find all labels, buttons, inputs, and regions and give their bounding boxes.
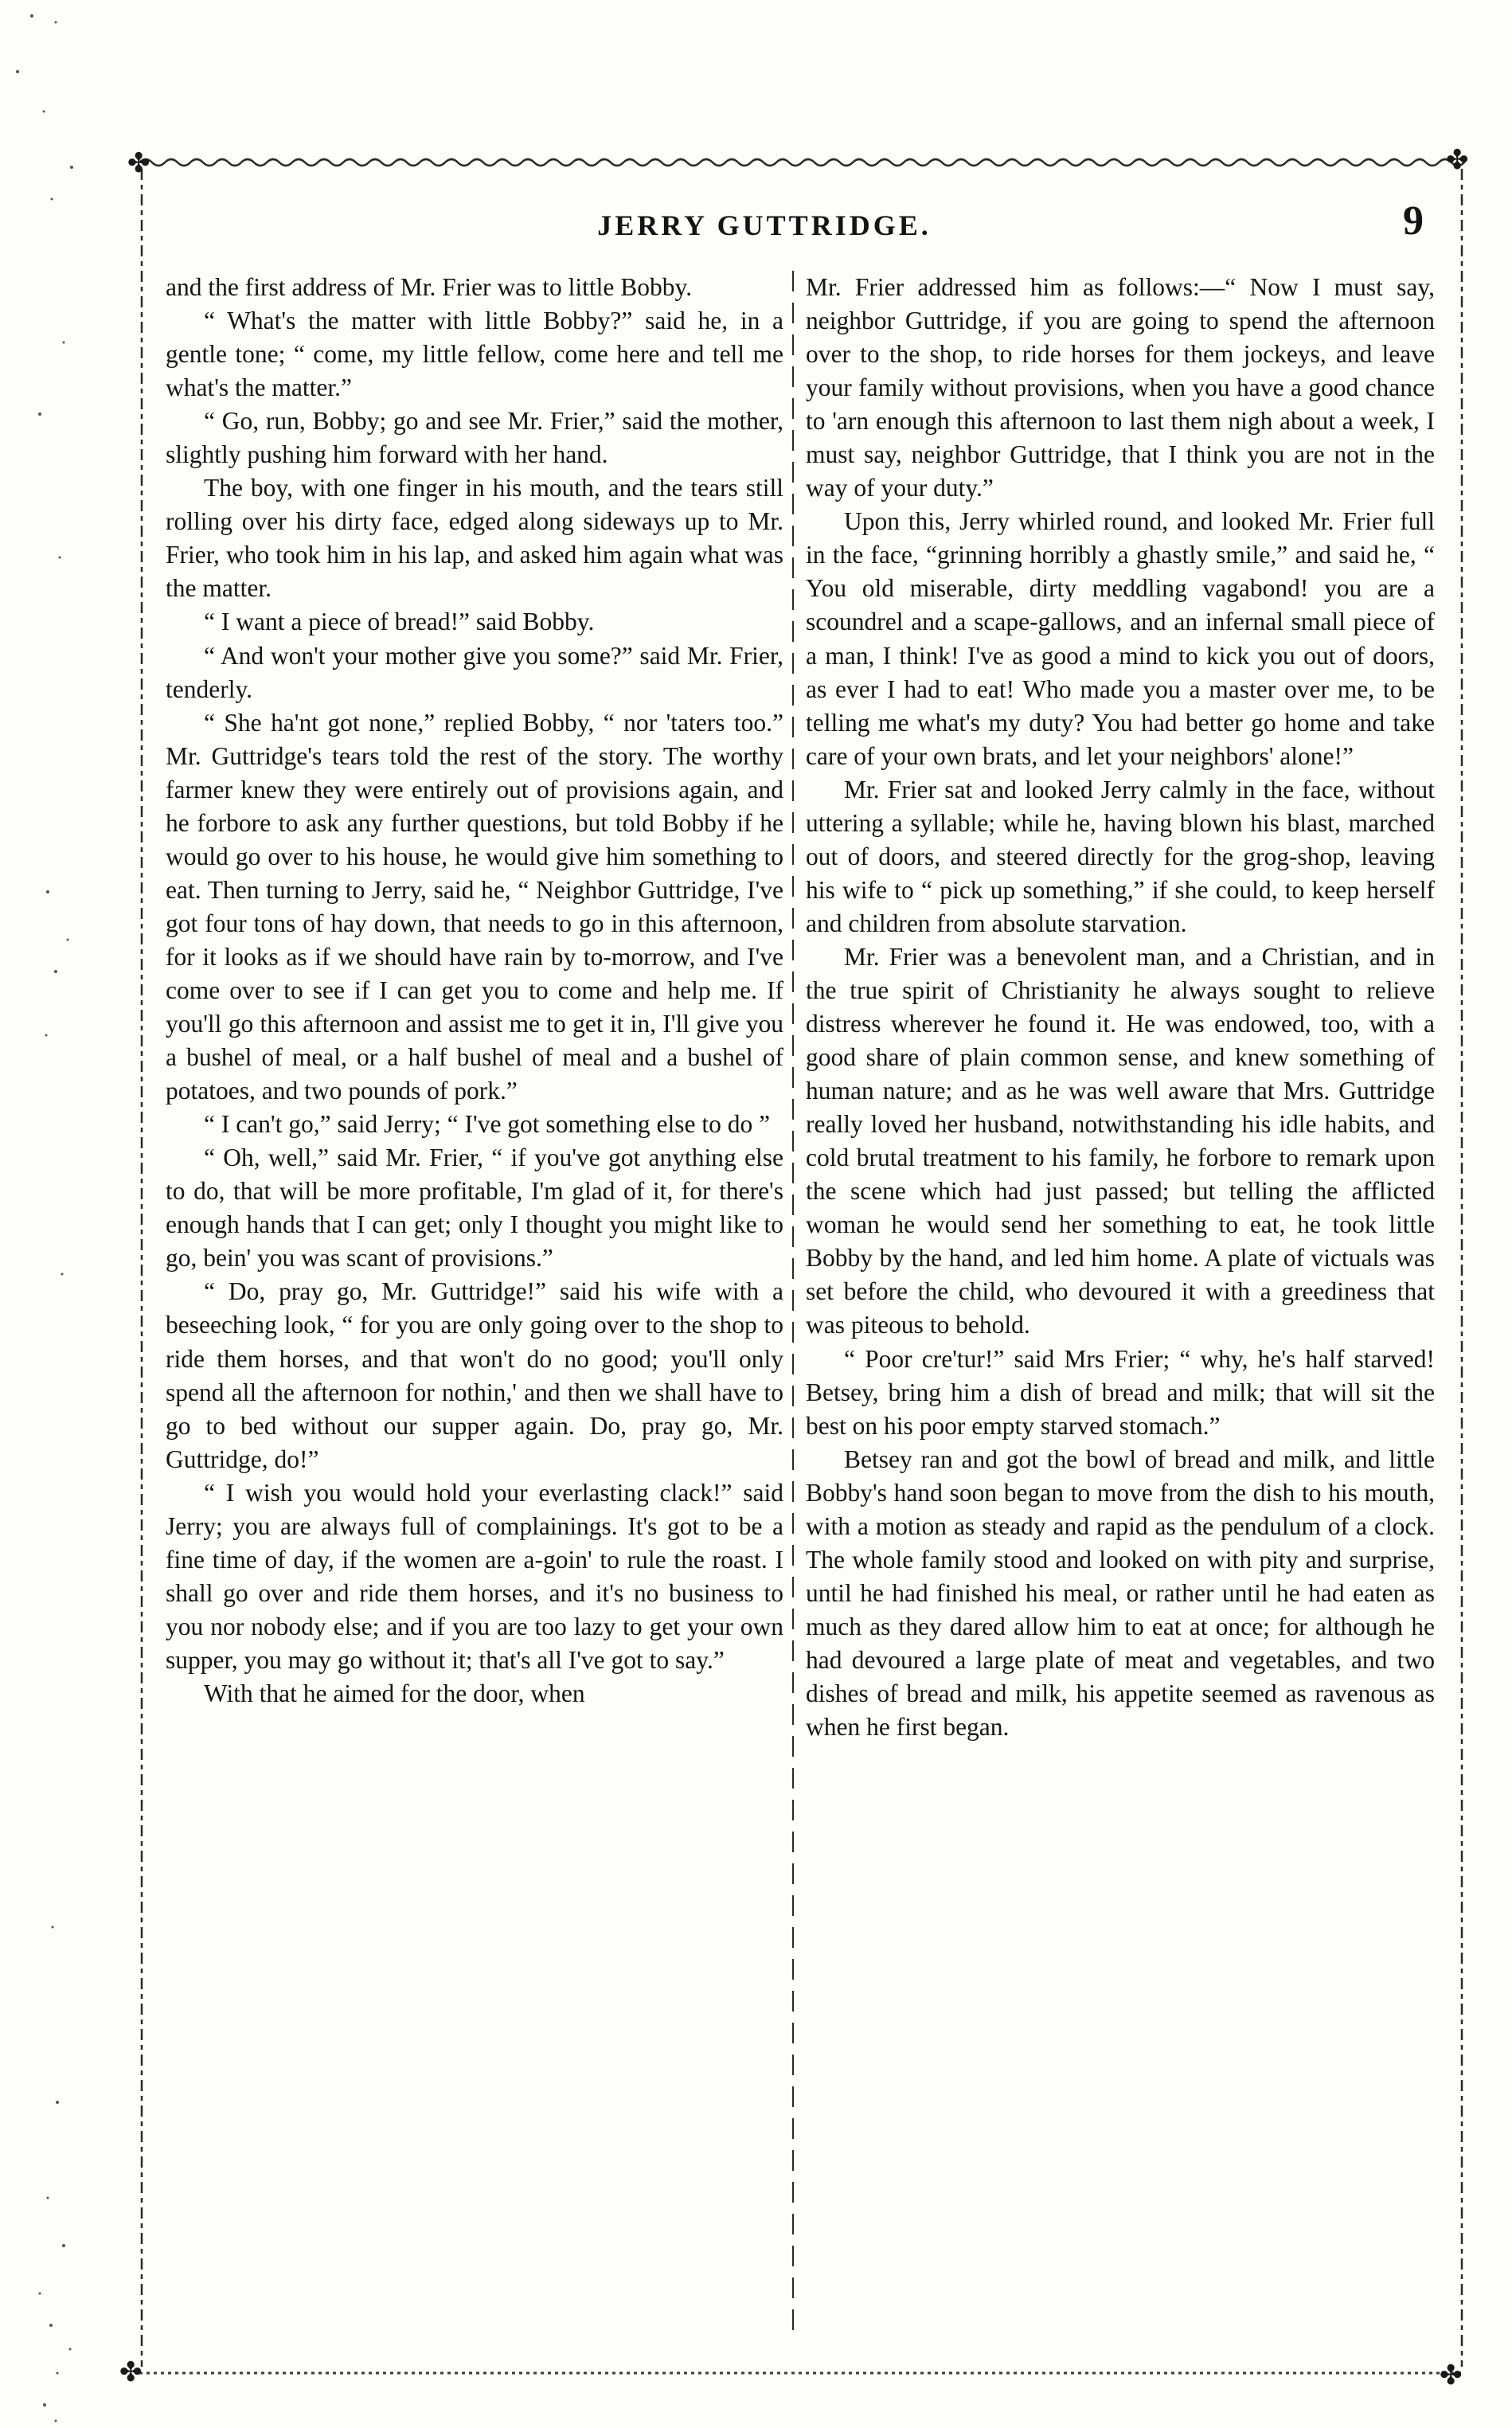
paragraph: “ She ha'nt got none,” replied Bobby, “ nor 'taters too.” Mr. Guttridge's tears told the rest of the story. The worthy farmer knew they were entirely out of provisions again, and he forbore to ask any further questions, but told Bobby if he would go over to his house, he would give him something to eat. Then turning to Jerry, said he, “ Neighbor Guttridge, I've got four tons of hay down, that needs to go in this afternoon, for it looks as if we should have rain by to-morrow, and I've come over to see if I can get you to come and help me. If you'll go this afternoon and assist me to get it in, I'll give you a bushel of meal, or a half bushel of meal and a bushel of potatoes, and two pounds of pork.” — [166, 708, 783, 1105]
paragraph: and the first address of Mr. Frier was to little Bobby. — [166, 273, 693, 301]
paragraph: Upon this, Jerry whirled round, and looked Mr. Frier full in the face, “grinning horribly a ghastly smile,” and said he, “ You old miserable, dirty meddling vagabond! you are a scoundrel and a scape-gallows, and an infernal small piece of a man, I think! I've as good a mind to kick you out of doors, as ever I had to eat! Who made you a master over me, to be telling me what's my duty? You had better go home and take care of your own brats, and let your neighbors' alone!” — [806, 507, 1435, 770]
paragraph: Betsey ran and got the bowl of bread and milk, and little Bobby's hand soon began to move from the dish to his mouth, with a motion as steady and rapid as the pendulum of a clock. The whole family stood and looked on with pity and surprise, until he had finished his meal, or rather until he had eaten as much as they dared allow him to eat at once; for although he had devoured a large plate of meat and vegetables, and two dishes of bread and milk, his appetite seemed as ravenous as when he first began. — [806, 1445, 1435, 1742]
corner-ornament-bottom-left: ✤ — [119, 2356, 143, 2388]
paragraph: “ Poor cre'tur!” said Mrs Frier; “ why, he's half starved! Betsey, bring him a dish of bread and milk; that will sit the best on his poor empty starved stomach.” — [806, 1344, 1435, 1440]
corner-ornament-bottom-right: ✤ — [1440, 2360, 1463, 2391]
paragraph: “ What's the matter with little Bobby?” said he, in a gentle tone; “ come, my little fellow, come here and tell me what's the matter.” — [166, 307, 783, 402]
left-text-column — [166, 271, 783, 1711]
column-divider — [792, 271, 794, 2341]
right-text-column — [806, 271, 1435, 1744]
paragraph: Mr. Frier sat and looked Jerry calmly in the face, without uttering a syllable; while he, having blown his blast, marched out of doors, and steered directly for the grog-shop, leaving his wife to “ pick up something,” if she could, to keep herself and children from absolute starvation. — [806, 775, 1435, 937]
paragraph: “ Do, pray go, Mr. Guttridge!” said his wife with a beseeching look, “ for you are only going over to the shop to ride them horses, and that won't do no good; you'll only spend all the afternoon for nothin,' and then we shall have to go to bed without our supper again. Do, pray go, Mr. Guttridge, do!” — [166, 1277, 783, 1473]
paragraph: Mr. Frier was a benevolent man, and a Christian, and in the true spirit of Christianity he always sought to relieve distress wherever he found it. He was endowed, too, with a good share of plain common sense, and knew something of human nature; and as he was well aware that Mrs. Guttridge really loved her husband, notwithstanding his idle habits, and cold brutal treatment to his family, he forbore to remark upon the scene which had just passed; but telling the afflicted woman he would send her something to eat, he took little Bobby by the hand, and led him home. A plate of victuals was set before the child, who devoured it with a greediness that was piteous to behold. — [806, 942, 1435, 1339]
corner-ornament-top-right: ✤ — [1446, 144, 1469, 176]
paragraph: “ Go, run, Bobby; go and see Mr. Frier,” said the mother, slightly pushing him forward with her hand. — [166, 407, 783, 469]
paragraph: Mr. Frier addressed him as follows:—“ Now I must say, neighbor Guttridge, if you are going to spend the afternoon over to the shop, to ride horses for them jockeys, and leave your family without provisions, when you have a good chance to 'arn enough this afternoon to last them nigh about a week, I must say, neighbor Guttridge, that I think you are not in the way of your duty.” — [806, 273, 1435, 502]
paragraph: “ I can't go,” said Jerry; “ I've got something else to do ” — [204, 1110, 771, 1139]
corner-ornament-top-left: ✤ — [127, 147, 150, 179]
paragraph: “ I wish you would hold your everlasting clack!” said Jerry; you are always full of complainings. It's got to be a fine time of day, if the women are a-goin' to rule the roast. I shall go over and ride them horses, and it's no business to you nor nobody else; and if you are too lazy to get your own supper, you may go without it; that's all I've got to say.” — [166, 1478, 783, 1674]
top-border-ornament — [139, 153, 1465, 172]
running-header: JERRY GUTTRIDGE. — [597, 209, 932, 241]
page-number: 9 — [1403, 198, 1424, 244]
paragraph: “ I want a piece of bread!” said Bobby. — [204, 608, 595, 636]
right-border-ornament — [1454, 169, 1470, 2367]
paragraph: With that he aimed for the door, when — [204, 1679, 585, 1707]
paragraph: The boy, with one finger in his mouth, and the tears still rolling over his dirty face, edged along sideways up to Mr. Frier, who took him in his lap, and asked him again what was the matter. — [166, 474, 783, 603]
bottom-border-ornament — [139, 2363, 1465, 2383]
left-border-ornament — [134, 169, 150, 2367]
paragraph: “ Oh, well,” said Mr. Frier, “ if you've got anything else to do, that will be more profitable, I'm glad of it, for there's enough hands that I can get; only I thought you might like to go, bein' you was scant of provisions.” — [166, 1144, 783, 1273]
paragraph: “ And won't your mother give you some?” said Mr. Frier, tenderly. — [166, 641, 783, 703]
margin-specks — [0, 0, 111, 2428]
